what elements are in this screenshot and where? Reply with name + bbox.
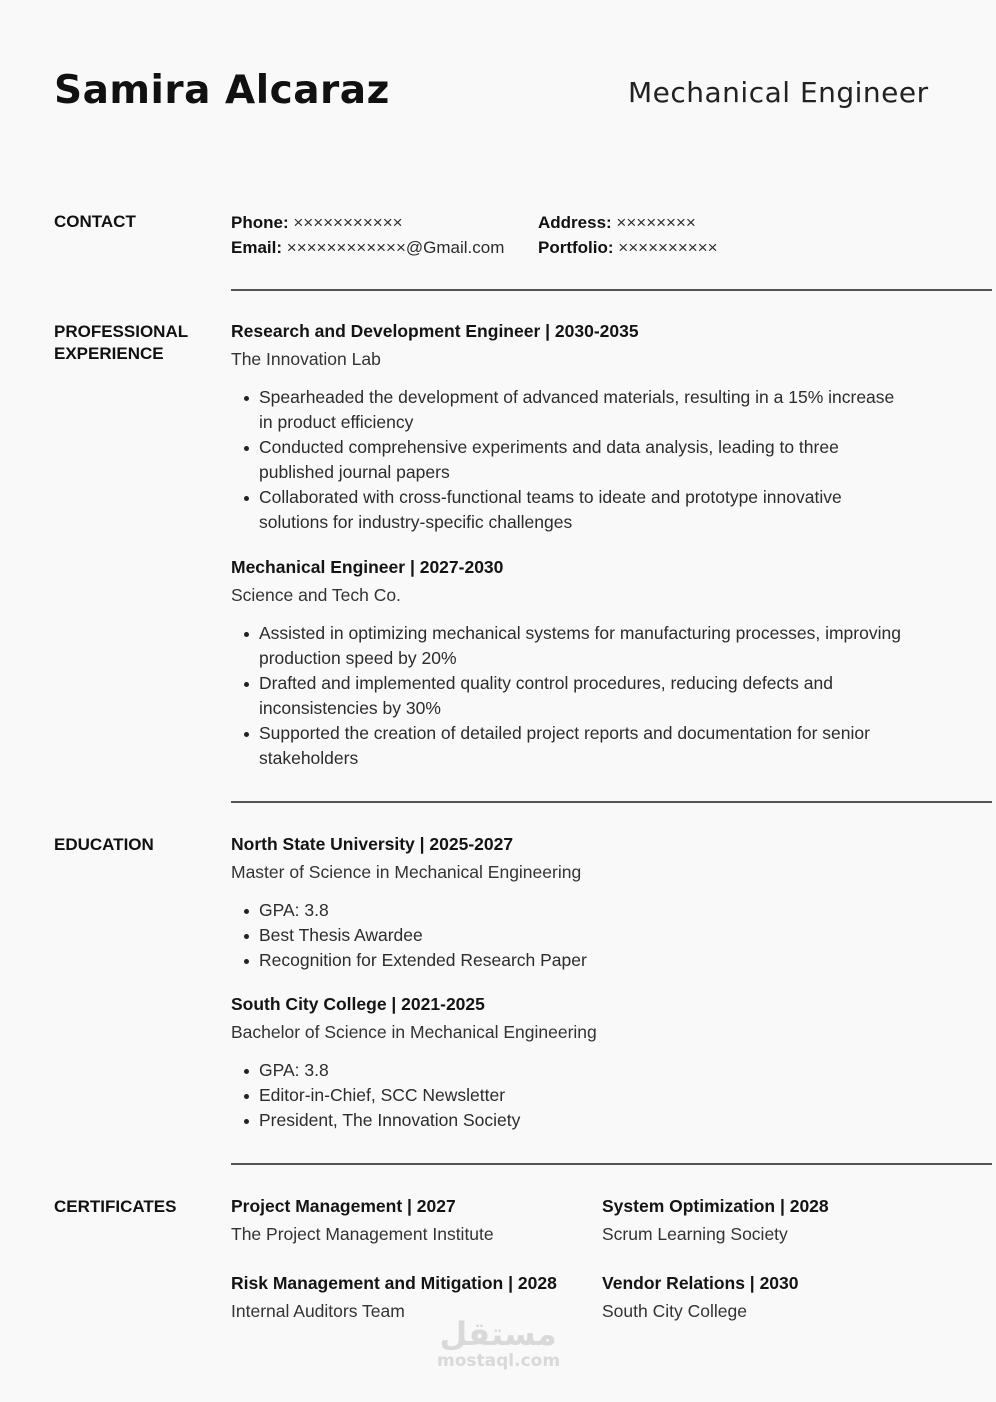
certificate-title: Vendor Relations | 2030	[602, 1273, 799, 1293]
bullet-icon	[244, 1094, 249, 1099]
bullet-icon	[244, 496, 249, 501]
list-item: Editor-in-Chief, SCC Newsletter	[259, 1083, 909, 1108]
list-item: Conducted comprehensive experiments and data analysis, leading to three published journal papers	[259, 435, 909, 485]
job-organization: The Innovation Lab	[231, 349, 381, 369]
list-item: President, The Innovation Society	[259, 1108, 909, 1133]
list-item: Supported the creation of detailed project reports and documentation for senior stakeholders	[259, 721, 909, 771]
education-bullet-list	[231, 898, 909, 973]
address-label: Address:	[538, 213, 612, 232]
bullet-icon	[244, 959, 249, 964]
certificate-entry	[231, 1195, 494, 1245]
degree-name: Master of Science in Mechanical Engineering	[231, 862, 582, 882]
phone-value: ×××××××××××	[293, 213, 403, 232]
experience-label-line1: PROFESSIONAL	[54, 322, 189, 341]
list-item: Collaborated with cross-functional teams to ideate and prototype innovative solutions for industry-specific challenges	[259, 485, 909, 535]
certificate-issuer: South City College	[602, 1301, 747, 1321]
job-entry	[231, 556, 909, 771]
job-role-title: Mechanical Engineer	[628, 76, 929, 109]
education-entry	[231, 833, 909, 973]
bullet-icon	[244, 1119, 249, 1124]
watermark-arabic-text: مستقل	[439, 1315, 557, 1353]
certificate-entry	[602, 1195, 829, 1245]
list-item: GPA: 3.8	[259, 898, 909, 923]
certificate-entry	[602, 1272, 799, 1322]
bullet-icon	[244, 732, 249, 737]
list-item: Recognition for Extended Research Paper	[259, 948, 909, 973]
phone-label: Phone:	[231, 213, 289, 232]
certificate-title: System Optimization | 2028	[602, 1196, 829, 1216]
section-divider	[231, 1163, 992, 1165]
school-title: South City College | 2021-2025	[231, 994, 485, 1014]
job-bullet-list	[231, 385, 909, 535]
portfolio-row	[538, 235, 718, 260]
contact-left-column	[231, 210, 504, 260]
bullet-icon	[244, 1069, 249, 1074]
bullet-icon	[244, 396, 249, 401]
certificate-issuer: Scrum Learning Society	[602, 1224, 788, 1244]
degree-name: Bachelor of Science in Mechanical Engineering	[231, 1022, 597, 1042]
certificate-title: Risk Management and Mitigation | 2028	[231, 1273, 557, 1293]
job-title: Research and Development Engineer | 2030-2035	[231, 321, 639, 341]
education-section-label: EDUCATION	[54, 835, 154, 854]
phone-row	[231, 210, 504, 235]
email-label: Email:	[231, 238, 283, 257]
address-value: ××××××××	[616, 213, 696, 232]
address-row	[538, 210, 718, 235]
certificate-issuer: Internal Auditors Team	[231, 1301, 405, 1321]
education-entry	[231, 993, 909, 1133]
school-title: North State University | 2025-2027	[231, 834, 514, 854]
email-row	[231, 235, 504, 260]
email-value: ××××××××××××@Gmail.com	[286, 238, 505, 257]
list-item: Drafted and implemented quality control procedures, reducing defects and inconsistencies by 30%	[259, 671, 909, 721]
list-item: GPA: 3.8	[259, 1058, 909, 1083]
job-organization: Science and Tech Co.	[231, 585, 401, 605]
bullet-icon	[244, 446, 249, 451]
experience-section-label	[54, 321, 214, 365]
section-divider	[231, 289, 992, 291]
certificate-title: Project Management | 2027	[231, 1196, 456, 1216]
watermark-latin-text: mostaql.com	[437, 1351, 561, 1371]
list-item: Best Thesis Awardee	[259, 923, 909, 948]
certificate-issuer: The Project Management Institute	[231, 1224, 494, 1244]
section-divider	[231, 801, 992, 803]
resume-name: Samira Alcaraz	[54, 68, 390, 113]
experience-label-line2: EXPERIENCE	[54, 344, 164, 363]
education-bullet-list	[231, 1058, 909, 1133]
portfolio-label: Portfolio:	[538, 238, 614, 257]
contact-right-column	[538, 210, 718, 260]
job-title: Mechanical Engineer | 2027-2030	[231, 557, 504, 577]
mostaql-watermark-logo	[437, 1316, 559, 1370]
bullet-icon	[244, 632, 249, 637]
job-entry	[231, 320, 909, 535]
list-item: Assisted in optimizing mechanical systems for manufacturing processes, improving production speed by 20%	[259, 621, 909, 671]
bullet-icon	[244, 909, 249, 914]
bullet-icon	[244, 934, 249, 939]
certificates-section-label: CERTIFICATES	[54, 1197, 177, 1216]
bullet-icon	[244, 682, 249, 687]
job-bullet-list	[231, 621, 909, 771]
portfolio-value: ××××××××××	[618, 238, 718, 257]
contact-section-label: CONTACT	[54, 212, 136, 231]
list-item: Spearheaded the development of advanced materials, resulting in a 15% increase in product efficiency	[259, 385, 909, 435]
